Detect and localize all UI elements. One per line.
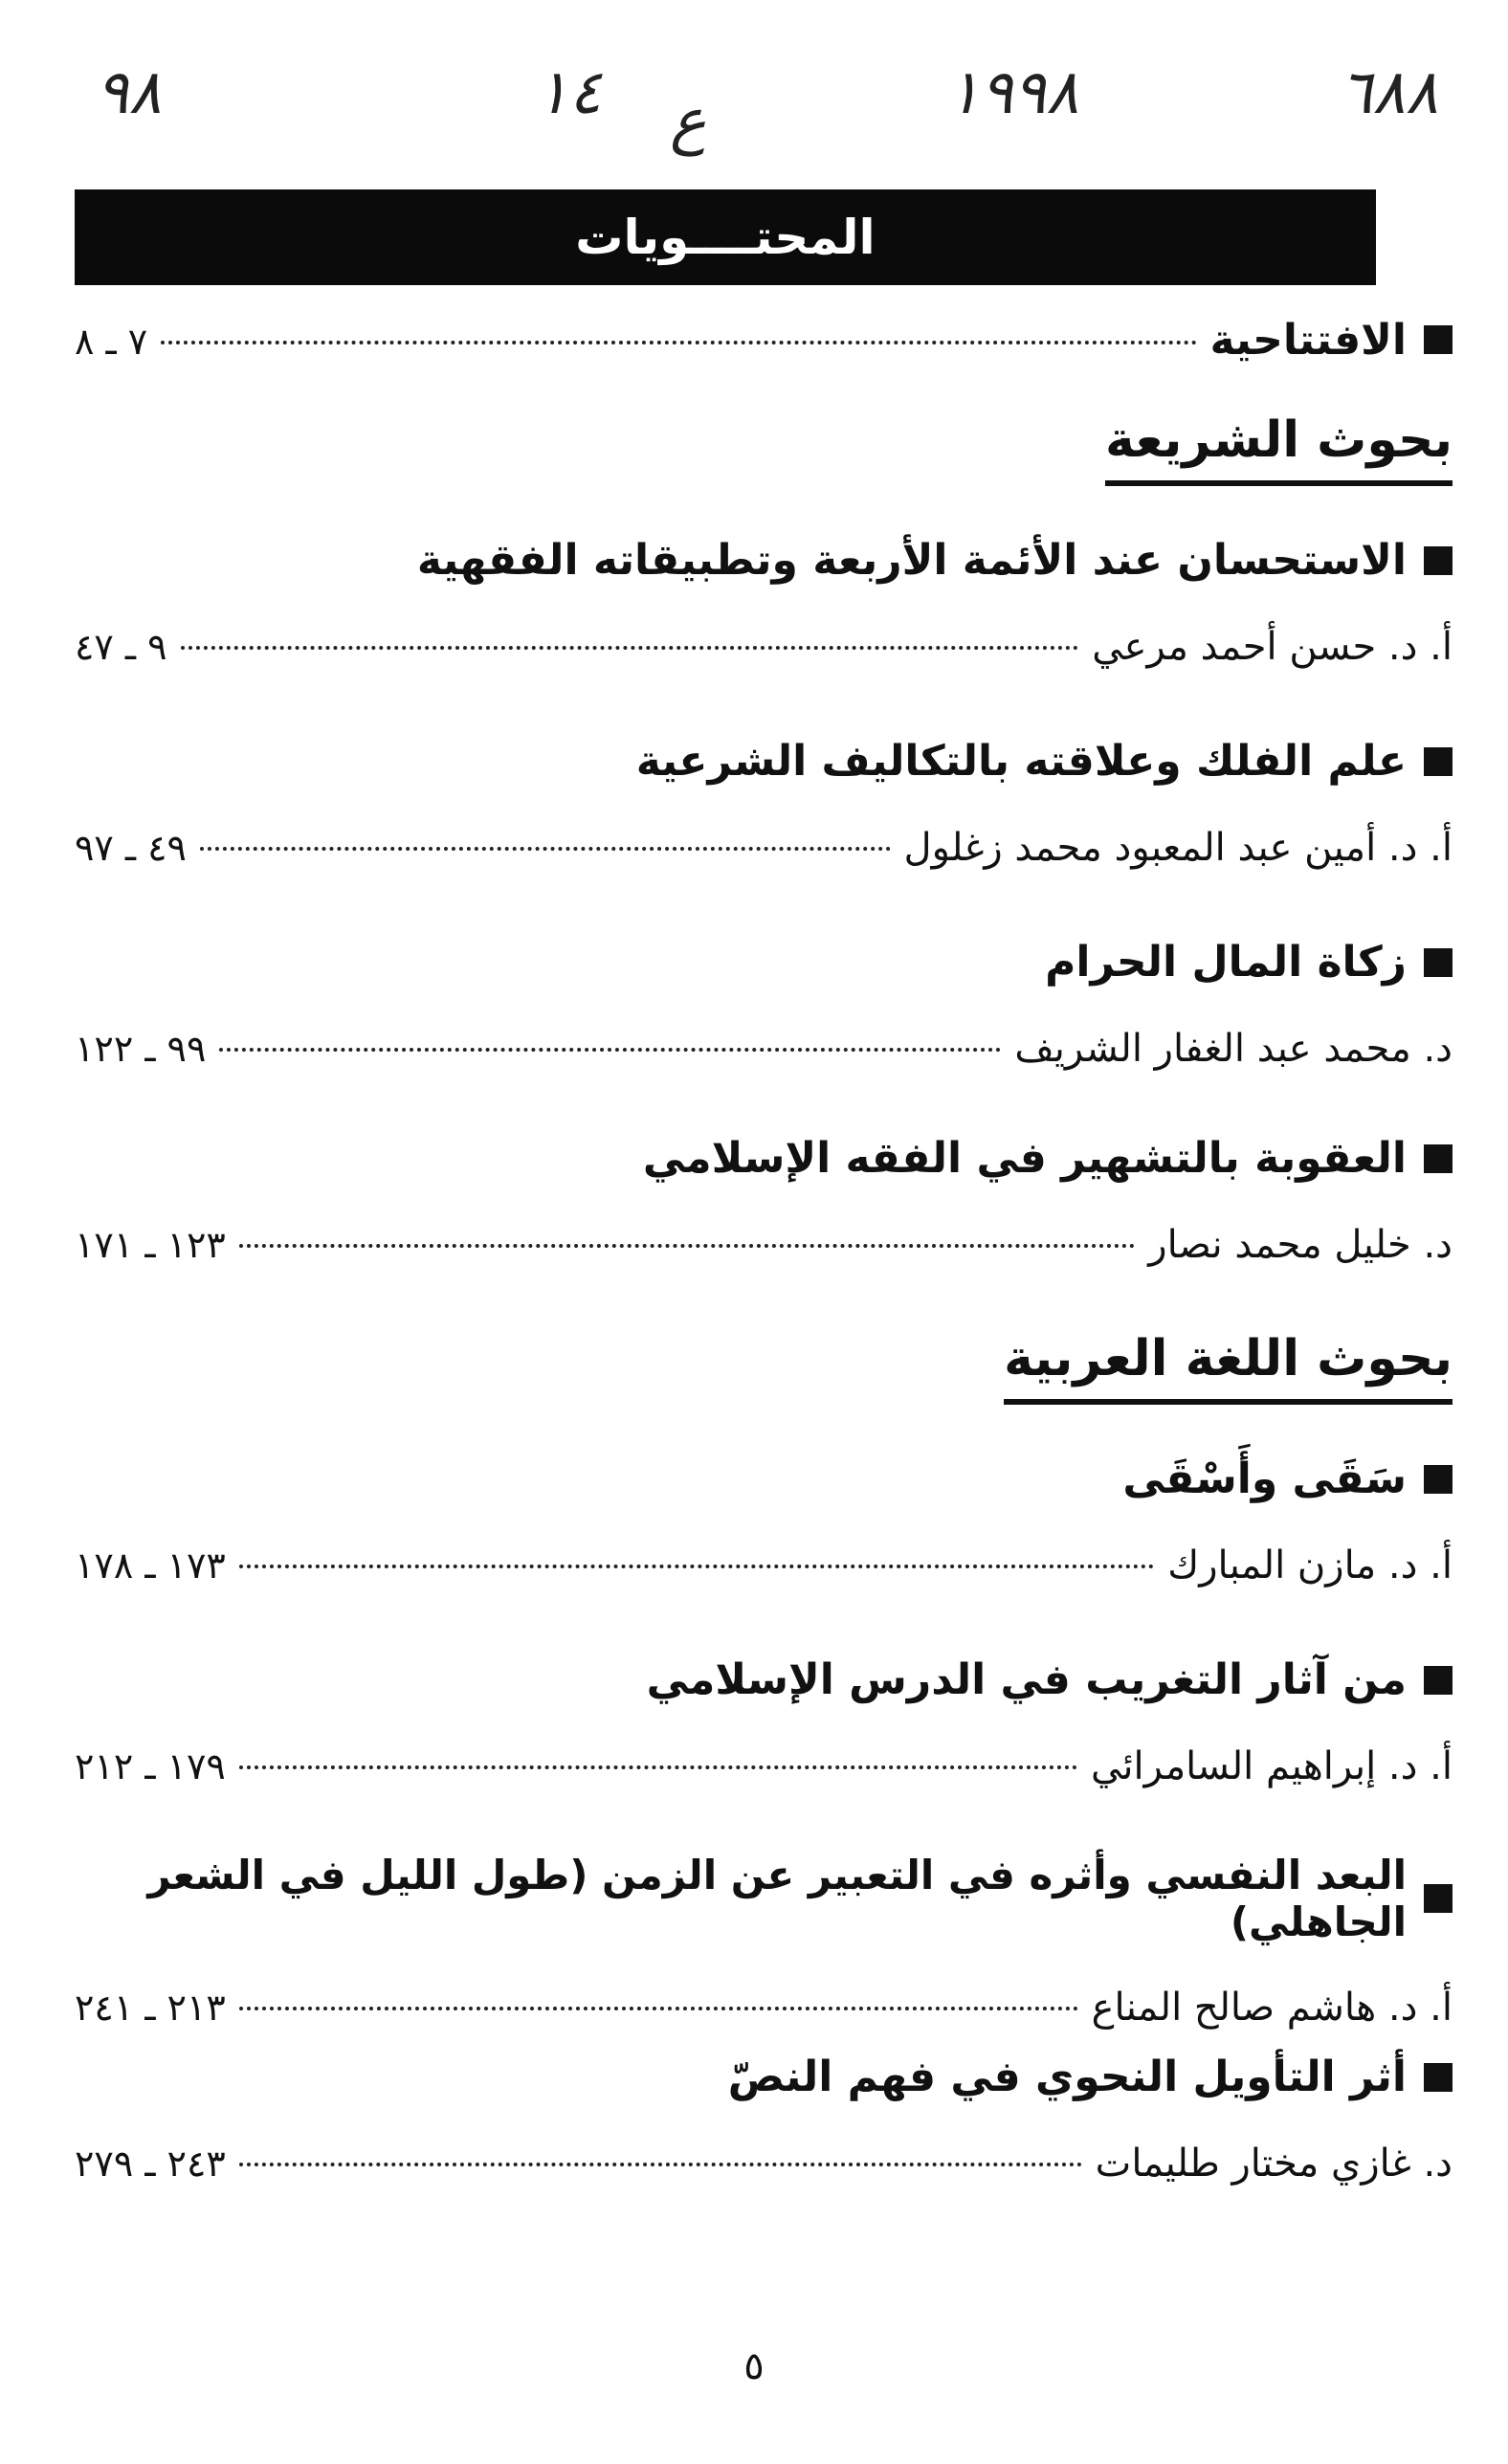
toc-author: أ. د. أمين عبد المعبود محمد زغلول (903, 826, 1453, 870)
dot-leader (239, 2007, 1078, 2010)
toc-author: أ. د. هاشم صالح المناع (1091, 1986, 1453, 2030)
dot-leader (200, 847, 891, 851)
dot-leader (239, 1565, 1154, 1568)
toc-entry (75, 1134, 1453, 1267)
bullet-icon (1424, 948, 1453, 977)
toc-title: زكاة المال الحرام (1045, 938, 1407, 987)
dot-leader (239, 1765, 1077, 1769)
handwritten-year: ١٩٩٨ (947, 57, 1079, 128)
toc-author: أ. د. حسن أحمد مرعي (1092, 625, 1453, 669)
page-range: ٩٩ ـ ١٢٢ (75, 1028, 207, 1070)
handwritten-number: ٩٨ (96, 57, 162, 128)
toc-author: د. خليل محمد نصار (1148, 1223, 1453, 1267)
page-range: ٤٩ ـ ٩٧ (75, 827, 187, 869)
toc-title: سَقَى وأَسْقَى (1122, 1454, 1407, 1503)
page-range: ٢٤٣ ـ ٢٧٩ (75, 2142, 226, 2185)
page-number: ٥ (743, 2344, 765, 2388)
toc-entry (75, 1852, 1453, 2030)
toc-author: أ. د. إبراهيم السامرائي (1091, 1744, 1453, 1788)
page-range: ٢١٣ ـ ٢٤١ (75, 1987, 226, 2029)
dot-leader (219, 1048, 1001, 1052)
contents-banner: المحتــــويات (75, 189, 1376, 285)
page-range: ٩ ـ ٤٧ (75, 626, 167, 668)
bullet-icon (1424, 1666, 1453, 1695)
toc-author: أ. د. مازن المبارك (1167, 1543, 1453, 1587)
bullet-icon (1424, 546, 1453, 575)
section-heading: بحوث الشريعة (1105, 411, 1453, 486)
dot-leader (181, 646, 1079, 650)
toc-title: العقوبة بالتشهير في الفقه الإسلامي (642, 1134, 1407, 1183)
bullet-icon (1424, 1884, 1453, 1913)
handwritten-letter: ع (670, 86, 707, 157)
dot-leader (239, 2163, 1082, 2166)
page-range: ١٧٣ ـ ١٧٨ (75, 1544, 226, 1587)
toc-title: الافتتاحية (1209, 316, 1407, 365)
bullet-icon (1424, 1144, 1453, 1173)
bullet-icon (1424, 1465, 1453, 1494)
dot-leader (161, 341, 1196, 344)
bullet-icon (1424, 2063, 1453, 2092)
bullet-icon (1424, 747, 1453, 776)
toc-title: علم الفلك وعلاقته بالتكاليف الشرعية (635, 737, 1407, 786)
page-range: ١٢٣ ـ ١٧١ (75, 1224, 226, 1266)
toc-author: د. غازي مختار طليمات (1095, 2142, 1453, 2186)
toc-entry (75, 737, 1453, 870)
toc-title: البعد النفسي وأثره في التعبير عن الزمن (طول الليل في الشعر الجاهلي) (147, 1852, 1407, 1945)
section-heading: بحوث اللغة العربية (1004, 1330, 1453, 1405)
toc-author: د. محمد عبد الغفار الشريف (1014, 1027, 1453, 1071)
toc-entry (75, 536, 1453, 669)
toc-entry (75, 1454, 1453, 1587)
bullet-icon (1424, 325, 1453, 354)
dot-leader (239, 1244, 1136, 1248)
toc-title: أثر التأويل النحوي في فهم النصّ (727, 2053, 1407, 2101)
handwritten-number: ٦٨٨ (1340, 57, 1439, 128)
toc-entry (75, 2053, 1453, 2186)
page-range: ٧ ـ ٨ (75, 321, 148, 363)
page-range: ١٧٩ ـ ٢١٢ (75, 1745, 226, 1787)
toc-entry (75, 938, 1453, 1071)
handwritten-number: ١٤ (536, 57, 602, 128)
toc-title: من آثار التغريب في الدرس الإسلامي (646, 1655, 1407, 1704)
toc-title: الاستحسان عند الأئمة الأربعة وتطبيقاته الفقهية (416, 536, 1407, 585)
toc-entry (75, 1655, 1453, 1788)
toc-intro (75, 316, 1453, 365)
